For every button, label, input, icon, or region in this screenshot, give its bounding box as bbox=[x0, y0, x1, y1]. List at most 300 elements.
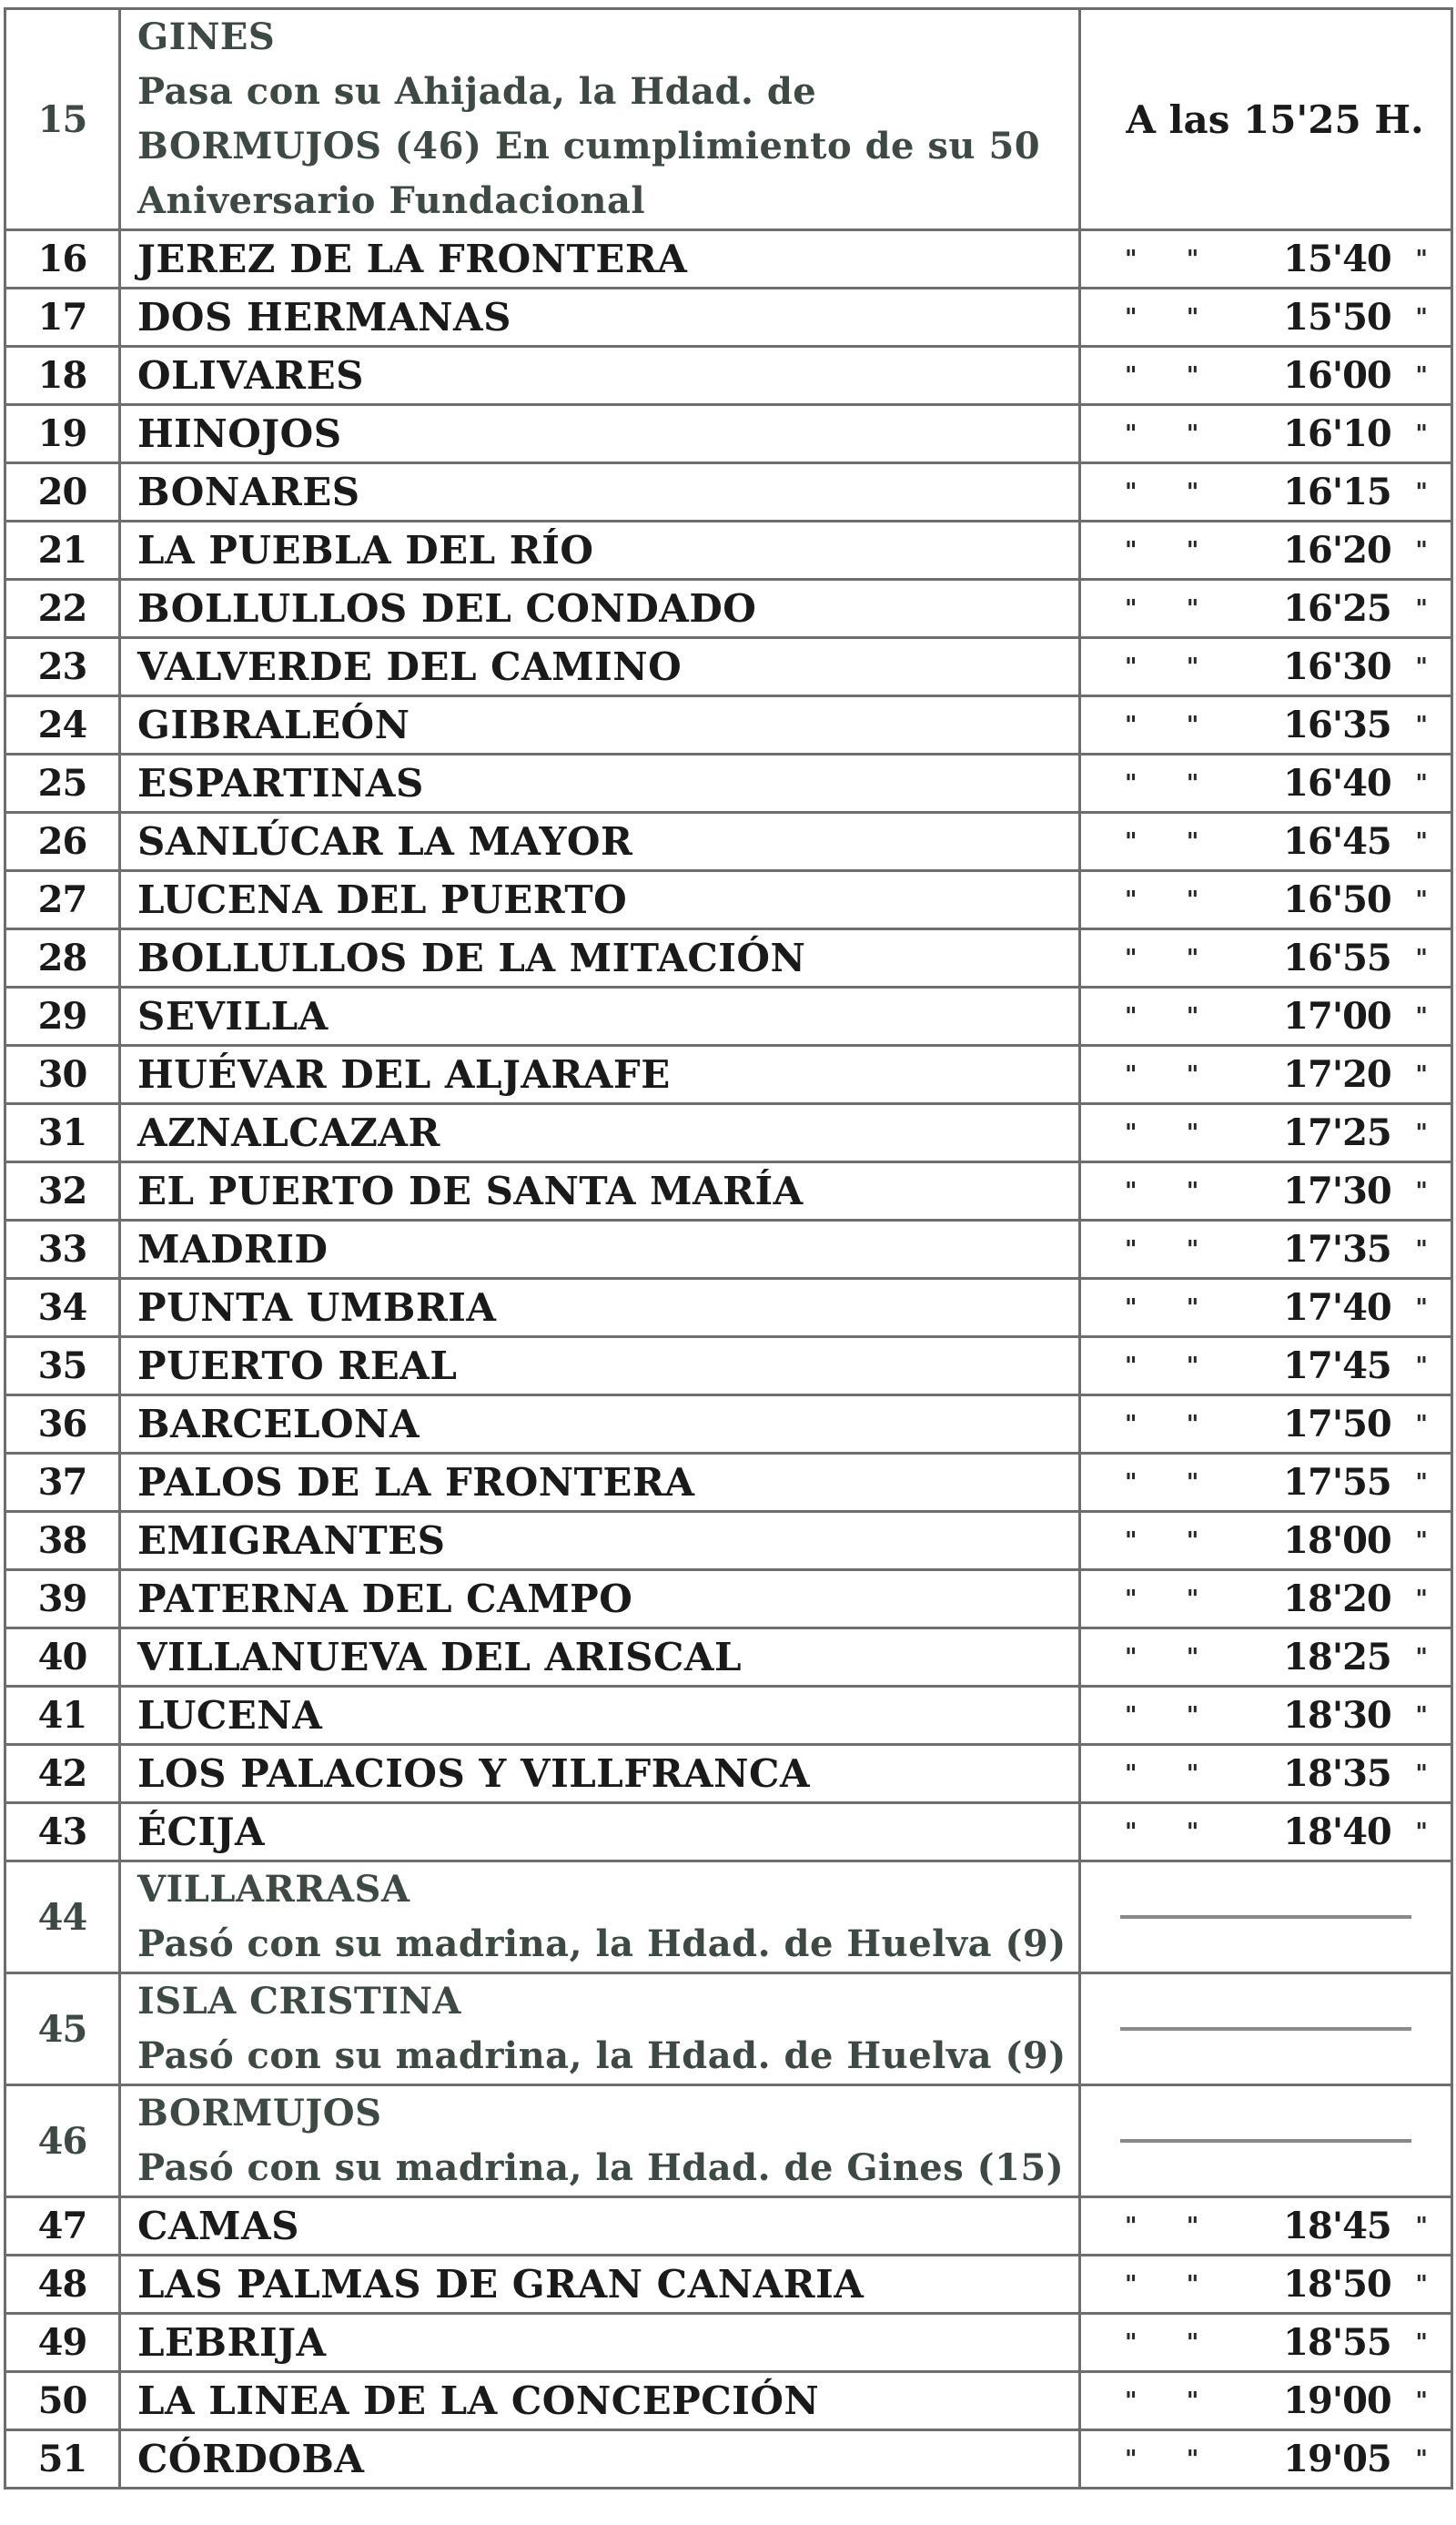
row-number: 27 bbox=[5, 871, 120, 929]
ditto-mark: " bbox=[1415, 478, 1428, 506]
row-number: 45 bbox=[5, 1973, 120, 2085]
table-row bbox=[5, 463, 1452, 522]
row-time-cell bbox=[1080, 2256, 1452, 2314]
ditto-mark: " bbox=[1125, 303, 1138, 331]
row-name: LEBRIJA bbox=[137, 2320, 327, 2365]
row-number: 50 bbox=[5, 2372, 120, 2430]
row-time-cell bbox=[1080, 1628, 1452, 1687]
ditto-mark: " bbox=[1186, 1410, 1199, 1438]
row-number: 39 bbox=[5, 1570, 120, 1628]
row-time-cell bbox=[1080, 2372, 1452, 2430]
ditto-mark: " bbox=[1415, 769, 1428, 797]
row-number: 16 bbox=[5, 230, 120, 289]
row-name: AZNALCAZAR bbox=[137, 1110, 440, 1155]
row-name: SEVILLA bbox=[137, 994, 329, 1039]
row-time-cell bbox=[1080, 1279, 1452, 1337]
row-name: EL PUERTO DE SANTA MARÍA bbox=[137, 1169, 804, 1213]
ditto-mark: " bbox=[1415, 245, 1428, 273]
ditto-mark: " bbox=[1125, 536, 1138, 564]
row-time-cell bbox=[1080, 1221, 1452, 1279]
ditto-mark: " bbox=[1415, 2387, 1428, 2415]
ditto-mark: " bbox=[1125, 1759, 1138, 1788]
row-note: Pasó con su madrina, la Hdad. de Huelva (9) bbox=[137, 2034, 1067, 2077]
row-number: 25 bbox=[5, 755, 120, 813]
ditto-mark: " bbox=[1415, 1119, 1428, 1147]
row-time-cell bbox=[1080, 1745, 1452, 1803]
ditto-mark: " bbox=[1125, 1468, 1138, 1496]
ditto-mark: " bbox=[1415, 2328, 1428, 2357]
row-name: SANLÚCAR LA MAYOR bbox=[137, 819, 633, 864]
time-group bbox=[1081, 2263, 1451, 2306]
row-time: 18'30 bbox=[1283, 1694, 1391, 1737]
row-name: HUÉVAR DEL ALJARAFE bbox=[137, 1052, 671, 1097]
row-time: 18'25 bbox=[1283, 1636, 1391, 1678]
ditto-mark: " bbox=[1415, 1352, 1428, 1380]
time-group bbox=[1081, 587, 1451, 630]
row-name-cell bbox=[120, 2085, 1080, 2197]
ditto-mark: " bbox=[1415, 653, 1428, 681]
blank-time-line bbox=[1120, 1915, 1411, 1919]
table-row bbox=[5, 1803, 1452, 1861]
ditto-mark: " bbox=[1125, 1818, 1138, 1846]
row-time-cell bbox=[1080, 522, 1452, 580]
row-name: DOS HERMANAS bbox=[137, 295, 511, 340]
row-name: BARCELONA bbox=[137, 1402, 420, 1446]
row-name-cell bbox=[120, 2197, 1080, 2256]
time-group bbox=[1081, 2438, 1451, 2480]
row-time-cell bbox=[1080, 1395, 1452, 1454]
ditto-mark: " bbox=[1186, 2387, 1199, 2415]
row-time: 17'20 bbox=[1283, 1053, 1391, 1096]
row-number: 23 bbox=[5, 638, 120, 696]
ditto-mark: " bbox=[1186, 594, 1199, 623]
row-name: CÓRDOBA bbox=[137, 2437, 365, 2481]
row-number: 19 bbox=[5, 405, 120, 463]
ditto-mark: " bbox=[1415, 536, 1428, 564]
ditto-mark: " bbox=[1125, 1352, 1138, 1380]
ditto-mark: " bbox=[1125, 1235, 1138, 1263]
row-time: 17'50 bbox=[1283, 1403, 1391, 1445]
ditto-mark: " bbox=[1125, 1060, 1138, 1089]
row-time-cell bbox=[1080, 871, 1452, 929]
ditto-mark: " bbox=[1125, 361, 1138, 390]
ditto-mark: " bbox=[1125, 2387, 1138, 2415]
ditto-mark: " bbox=[1415, 711, 1428, 739]
ditto-mark: " bbox=[1186, 653, 1199, 681]
row-number: 24 bbox=[5, 696, 120, 755]
table-row bbox=[5, 1279, 1452, 1337]
schedule-page bbox=[4, 7, 1451, 2490]
row-time: 15'40 bbox=[1283, 238, 1391, 280]
schedule-table-body bbox=[5, 9, 1452, 2489]
row-name-cell bbox=[120, 1221, 1080, 1279]
time-group bbox=[1081, 1344, 1451, 1387]
time-group bbox=[1081, 1694, 1451, 1737]
time-group bbox=[1081, 878, 1451, 921]
row-time-cell bbox=[1080, 988, 1452, 1046]
row-note-line: BORMUJOS (46) En cumplimiento de su 50 bbox=[137, 125, 1041, 167]
row-name: PUNTA UMBRIA bbox=[137, 1285, 497, 1330]
row-time-cell bbox=[1080, 463, 1452, 522]
table-row bbox=[5, 1221, 1452, 1279]
table-row bbox=[5, 988, 1452, 1046]
table-row bbox=[5, 2314, 1452, 2372]
ditto-mark: " bbox=[1186, 361, 1199, 390]
ditto-mark: " bbox=[1186, 711, 1199, 739]
time-group bbox=[1081, 2321, 1451, 2364]
row-time-cell bbox=[1080, 1454, 1452, 1512]
row-time: 17'00 bbox=[1283, 995, 1391, 1038]
row-name: OLIVARES bbox=[137, 353, 364, 398]
row-name: ISLA CRISTINA bbox=[137, 1980, 461, 2023]
ditto-mark: " bbox=[1186, 1060, 1199, 1089]
time-group bbox=[1081, 1461, 1451, 1504]
row-name-cell bbox=[120, 289, 1080, 347]
table-row bbox=[5, 1162, 1452, 1221]
ditto-mark: " bbox=[1415, 1177, 1428, 1205]
row-name-cell bbox=[120, 813, 1080, 871]
row-time: 16'40 bbox=[1283, 762, 1391, 805]
row-name-cell bbox=[120, 1104, 1080, 1162]
row-name: LUCENA bbox=[137, 1693, 323, 1738]
row-time-cell bbox=[1080, 2197, 1452, 2256]
ditto-mark: " bbox=[1415, 1060, 1428, 1089]
ditto-mark: " bbox=[1415, 361, 1428, 390]
ditto-mark: " bbox=[1186, 536, 1199, 564]
row-name: GIBRALEÓN bbox=[137, 703, 410, 747]
row-name-cell bbox=[120, 871, 1080, 929]
row-time: 18'45 bbox=[1283, 2205, 1391, 2247]
ditto-mark: " bbox=[1125, 245, 1138, 273]
row-time-cell bbox=[1080, 2085, 1452, 2197]
ditto-mark: " bbox=[1186, 1235, 1199, 1263]
row-time: 16'55 bbox=[1283, 937, 1391, 979]
row-number: 15 bbox=[5, 9, 120, 230]
row-time-cell bbox=[1080, 929, 1452, 988]
row-name-cell bbox=[120, 2430, 1080, 2489]
row-name: VILLARRASA bbox=[137, 1868, 410, 1911]
ditto-mark: " bbox=[1415, 1585, 1428, 1613]
time-group bbox=[1081, 1519, 1451, 1562]
row-number: 18 bbox=[5, 347, 120, 405]
row-number: 40 bbox=[5, 1628, 120, 1687]
row-time-cell bbox=[1080, 347, 1452, 405]
ditto-mark: " bbox=[1125, 1177, 1138, 1205]
row-number: 22 bbox=[5, 580, 120, 638]
row-name-cell bbox=[120, 405, 1080, 463]
row-time: A las 15'25 H. bbox=[1126, 96, 1424, 142]
ditto-mark: " bbox=[1125, 944, 1138, 972]
table-row bbox=[5, 1454, 1452, 1512]
row-name: LA LINEA DE LA CONCEPCIÓN bbox=[137, 2378, 820, 2423]
ditto-mark: " bbox=[1125, 1585, 1138, 1613]
row-time: 16'45 bbox=[1283, 820, 1391, 863]
row-time: 17'35 bbox=[1283, 1228, 1391, 1271]
row-name: JEREZ DE LA FRONTERA bbox=[137, 237, 688, 281]
row-time: 19'00 bbox=[1283, 2379, 1391, 2422]
row-number: 37 bbox=[5, 1454, 120, 1512]
row-time: 15'50 bbox=[1283, 296, 1391, 339]
row-name-cell bbox=[120, 1803, 1080, 1861]
ditto-mark: " bbox=[1125, 1701, 1138, 1729]
ditto-mark: " bbox=[1125, 1293, 1138, 1322]
ditto-mark: " bbox=[1125, 2270, 1138, 2298]
row-time: 19'05 bbox=[1283, 2438, 1391, 2480]
row-name: LAS PALMAS DE GRAN CANARIA bbox=[137, 2262, 864, 2307]
row-name-cell bbox=[120, 230, 1080, 289]
time-group bbox=[1081, 296, 1451, 339]
row-number: 35 bbox=[5, 1337, 120, 1395]
row-name: CAMAS bbox=[137, 2204, 299, 2248]
row-number: 47 bbox=[5, 2197, 120, 2256]
row-number: 21 bbox=[5, 522, 120, 580]
row-note-line: Pasa con su Ahijada, la Hdad. de bbox=[137, 70, 817, 113]
time-group bbox=[1081, 354, 1451, 397]
ditto-mark: " bbox=[1125, 2212, 1138, 2240]
ditto-mark: " bbox=[1125, 711, 1138, 739]
time-group bbox=[1081, 412, 1451, 455]
ditto-mark: " bbox=[1186, 769, 1199, 797]
ditto-mark: " bbox=[1186, 1293, 1199, 1322]
table-row bbox=[5, 405, 1452, 463]
table-row bbox=[5, 1687, 1452, 1745]
row-name: PUERTO REAL bbox=[137, 1344, 458, 1388]
row-number: 38 bbox=[5, 1512, 120, 1570]
row-number: 32 bbox=[5, 1162, 120, 1221]
row-number: 51 bbox=[5, 2430, 120, 2489]
row-number: 46 bbox=[5, 2085, 120, 2197]
time-group bbox=[1081, 1810, 1451, 1853]
time-group bbox=[1081, 645, 1451, 688]
row-note-line: Aniversario Fundacional bbox=[137, 179, 646, 222]
ditto-mark: " bbox=[1186, 2212, 1199, 2240]
ditto-mark: " bbox=[1415, 1235, 1428, 1263]
ditto-mark: " bbox=[1186, 886, 1199, 914]
row-note: Pasó con su madrina, la Hdad. de Huelva (9) bbox=[137, 1922, 1067, 1965]
ditto-mark: " bbox=[1415, 827, 1428, 856]
ditto-mark: " bbox=[1415, 944, 1428, 972]
ditto-mark: " bbox=[1415, 1293, 1428, 1322]
table-row bbox=[5, 638, 1452, 696]
table-row bbox=[5, 2372, 1452, 2430]
table-row bbox=[5, 2085, 1452, 2197]
ditto-mark: " bbox=[1125, 653, 1138, 681]
row-time-cell bbox=[1080, 230, 1452, 289]
ditto-mark: " bbox=[1415, 420, 1428, 448]
row-name-cell bbox=[120, 929, 1080, 988]
table-row bbox=[5, 755, 1452, 813]
row-name-cell bbox=[120, 1512, 1080, 1570]
ditto-mark: " bbox=[1125, 886, 1138, 914]
ditto-mark: " bbox=[1415, 2445, 1428, 2473]
ditto-mark: " bbox=[1186, 1759, 1199, 1788]
row-name-cell bbox=[120, 1337, 1080, 1395]
time-group bbox=[1081, 238, 1451, 280]
row-time-cell bbox=[1080, 1512, 1452, 1570]
row-name-cell bbox=[120, 9, 1080, 230]
time-group bbox=[1081, 2379, 1451, 2422]
row-name-cell bbox=[120, 988, 1080, 1046]
row-time-cell bbox=[1080, 1046, 1452, 1104]
row-name-cell bbox=[120, 2372, 1080, 2430]
ditto-mark: " bbox=[1125, 478, 1138, 506]
row-name: LA PUEBLA DEL RÍO bbox=[137, 528, 594, 573]
row-name-cell bbox=[120, 1745, 1080, 1803]
ditto-mark: " bbox=[1186, 1526, 1199, 1555]
row-name: HINOJOS bbox=[137, 411, 342, 456]
ditto-mark: " bbox=[1186, 420, 1199, 448]
table-row bbox=[5, 522, 1452, 580]
ditto-mark: " bbox=[1186, 1701, 1199, 1729]
row-name-cell bbox=[120, 2314, 1080, 2372]
ditto-mark: " bbox=[1125, 420, 1138, 448]
row-name-cell bbox=[120, 2256, 1080, 2314]
time-group bbox=[1081, 820, 1451, 863]
row-name-cell bbox=[120, 1395, 1080, 1454]
time-group bbox=[1081, 2205, 1451, 2247]
row-name-cell bbox=[120, 755, 1080, 813]
row-time: 18'20 bbox=[1283, 1577, 1391, 1620]
time-group bbox=[1081, 1228, 1451, 1271]
row-time-cell bbox=[1080, 1687, 1452, 1745]
row-time-cell bbox=[1080, 696, 1452, 755]
row-time-cell bbox=[1080, 1973, 1452, 2085]
row-time: 17'40 bbox=[1283, 1286, 1391, 1329]
ditto-mark: " bbox=[1415, 1526, 1428, 1555]
row-time-cell bbox=[1080, 755, 1452, 813]
row-name: MADRID bbox=[137, 1227, 329, 1272]
ditto-mark: " bbox=[1415, 1818, 1428, 1846]
row-time: 16'25 bbox=[1283, 587, 1391, 630]
row-name: EMIGRANTES bbox=[137, 1518, 446, 1563]
row-number: 41 bbox=[5, 1687, 120, 1745]
time-group bbox=[1081, 937, 1451, 979]
row-name-cell bbox=[120, 347, 1080, 405]
ditto-mark: " bbox=[1186, 2270, 1199, 2298]
table-row bbox=[5, 1861, 1452, 1973]
ditto-mark: " bbox=[1415, 1410, 1428, 1438]
table-row bbox=[5, 2256, 1452, 2314]
row-number: 44 bbox=[5, 1861, 120, 1973]
ditto-mark: " bbox=[1415, 1643, 1428, 1671]
ditto-mark: " bbox=[1125, 1119, 1138, 1147]
row-name: VALVERDE DEL CAMINO bbox=[137, 644, 682, 689]
row-name-cell bbox=[120, 1973, 1080, 2085]
ditto-mark: " bbox=[1415, 1759, 1428, 1788]
time-group bbox=[1081, 1577, 1451, 1620]
ditto-mark: " bbox=[1415, 1002, 1428, 1030]
row-number: 29 bbox=[5, 988, 120, 1046]
ditto-mark: " bbox=[1125, 2445, 1138, 2473]
row-number: 20 bbox=[5, 463, 120, 522]
row-name-cell bbox=[120, 1046, 1080, 1104]
blank-time-line bbox=[1120, 2139, 1411, 2143]
ditto-mark: " bbox=[1125, 1410, 1138, 1438]
ditto-mark: " bbox=[1186, 1352, 1199, 1380]
row-name: GINES bbox=[137, 15, 276, 58]
row-number: 26 bbox=[5, 813, 120, 871]
row-number: 33 bbox=[5, 1221, 120, 1279]
row-time: 16'20 bbox=[1283, 529, 1391, 572]
row-time: 16'50 bbox=[1283, 878, 1391, 921]
ditto-mark: " bbox=[1186, 827, 1199, 856]
time-group bbox=[1081, 1752, 1451, 1795]
row-name-cell bbox=[120, 463, 1080, 522]
table-row bbox=[5, 289, 1452, 347]
time-group bbox=[1081, 995, 1451, 1038]
time-group bbox=[1081, 1170, 1451, 1212]
table-row bbox=[5, 2197, 1452, 2256]
row-name: BOLLULLOS DE LA MITACIÓN bbox=[137, 936, 806, 980]
ditto-mark: " bbox=[1125, 2328, 1138, 2357]
row-time: 16'00 bbox=[1283, 354, 1391, 397]
row-name-cell bbox=[120, 638, 1080, 696]
table-row bbox=[5, 1337, 1452, 1395]
row-number: 36 bbox=[5, 1395, 120, 1454]
row-time: 17'25 bbox=[1283, 1111, 1391, 1154]
table-row bbox=[5, 580, 1452, 638]
table-row bbox=[5, 1745, 1452, 1803]
row-name-cell bbox=[120, 1454, 1080, 1512]
ditto-mark: " bbox=[1186, 2328, 1199, 2357]
table-row bbox=[5, 1628, 1452, 1687]
schedule-table bbox=[4, 7, 1453, 2490]
table-row bbox=[5, 871, 1452, 929]
ditto-mark: " bbox=[1125, 1002, 1138, 1030]
row-number: 49 bbox=[5, 2314, 120, 2372]
time-group bbox=[1081, 1111, 1451, 1154]
row-time-cell bbox=[1080, 1803, 1452, 1861]
ditto-mark: " bbox=[1186, 1643, 1199, 1671]
ditto-mark: " bbox=[1415, 594, 1428, 623]
ditto-mark: " bbox=[1125, 1526, 1138, 1555]
ditto-mark: " bbox=[1186, 1585, 1199, 1613]
row-name-cell bbox=[120, 580, 1080, 638]
row-name-cell bbox=[120, 1628, 1080, 1687]
row-time-cell bbox=[1080, 1570, 1452, 1628]
row-time: 17'45 bbox=[1283, 1344, 1391, 1387]
row-time-cell bbox=[1080, 405, 1452, 463]
row-time: 18'35 bbox=[1283, 1752, 1391, 1795]
row-time-cell bbox=[1080, 289, 1452, 347]
row-name-cell bbox=[120, 1162, 1080, 1221]
time-group bbox=[1081, 1403, 1451, 1445]
row-name: PALOS DE LA FRONTERA bbox=[137, 1460, 695, 1505]
row-time-cell bbox=[1080, 813, 1452, 871]
ditto-mark: " bbox=[1186, 478, 1199, 506]
ditto-mark: " bbox=[1125, 1643, 1138, 1671]
ditto-mark: " bbox=[1186, 1002, 1199, 1030]
row-number: 34 bbox=[5, 1279, 120, 1337]
ditto-mark: " bbox=[1186, 1177, 1199, 1205]
row-number: 42 bbox=[5, 1745, 120, 1803]
row-time: 16'30 bbox=[1283, 645, 1391, 688]
ditto-mark: " bbox=[1186, 944, 1199, 972]
row-time-cell bbox=[1080, 1861, 1452, 1973]
row-name: BONARES bbox=[137, 470, 360, 514]
row-time: 17'30 bbox=[1283, 1170, 1391, 1212]
time-group bbox=[1081, 1053, 1451, 1096]
row-time: 18'40 bbox=[1283, 1810, 1391, 1853]
row-name: BOLLULLOS DEL CONDADO bbox=[137, 586, 757, 631]
ditto-mark: " bbox=[1415, 1468, 1428, 1496]
row-time: 18'00 bbox=[1283, 1519, 1391, 1562]
row-time: 18'55 bbox=[1283, 2321, 1391, 2364]
time-group bbox=[1081, 1286, 1451, 1329]
row-name-cell bbox=[120, 1861, 1080, 1973]
row-time-cell bbox=[1080, 638, 1452, 696]
ditto-mark: " bbox=[1186, 303, 1199, 331]
